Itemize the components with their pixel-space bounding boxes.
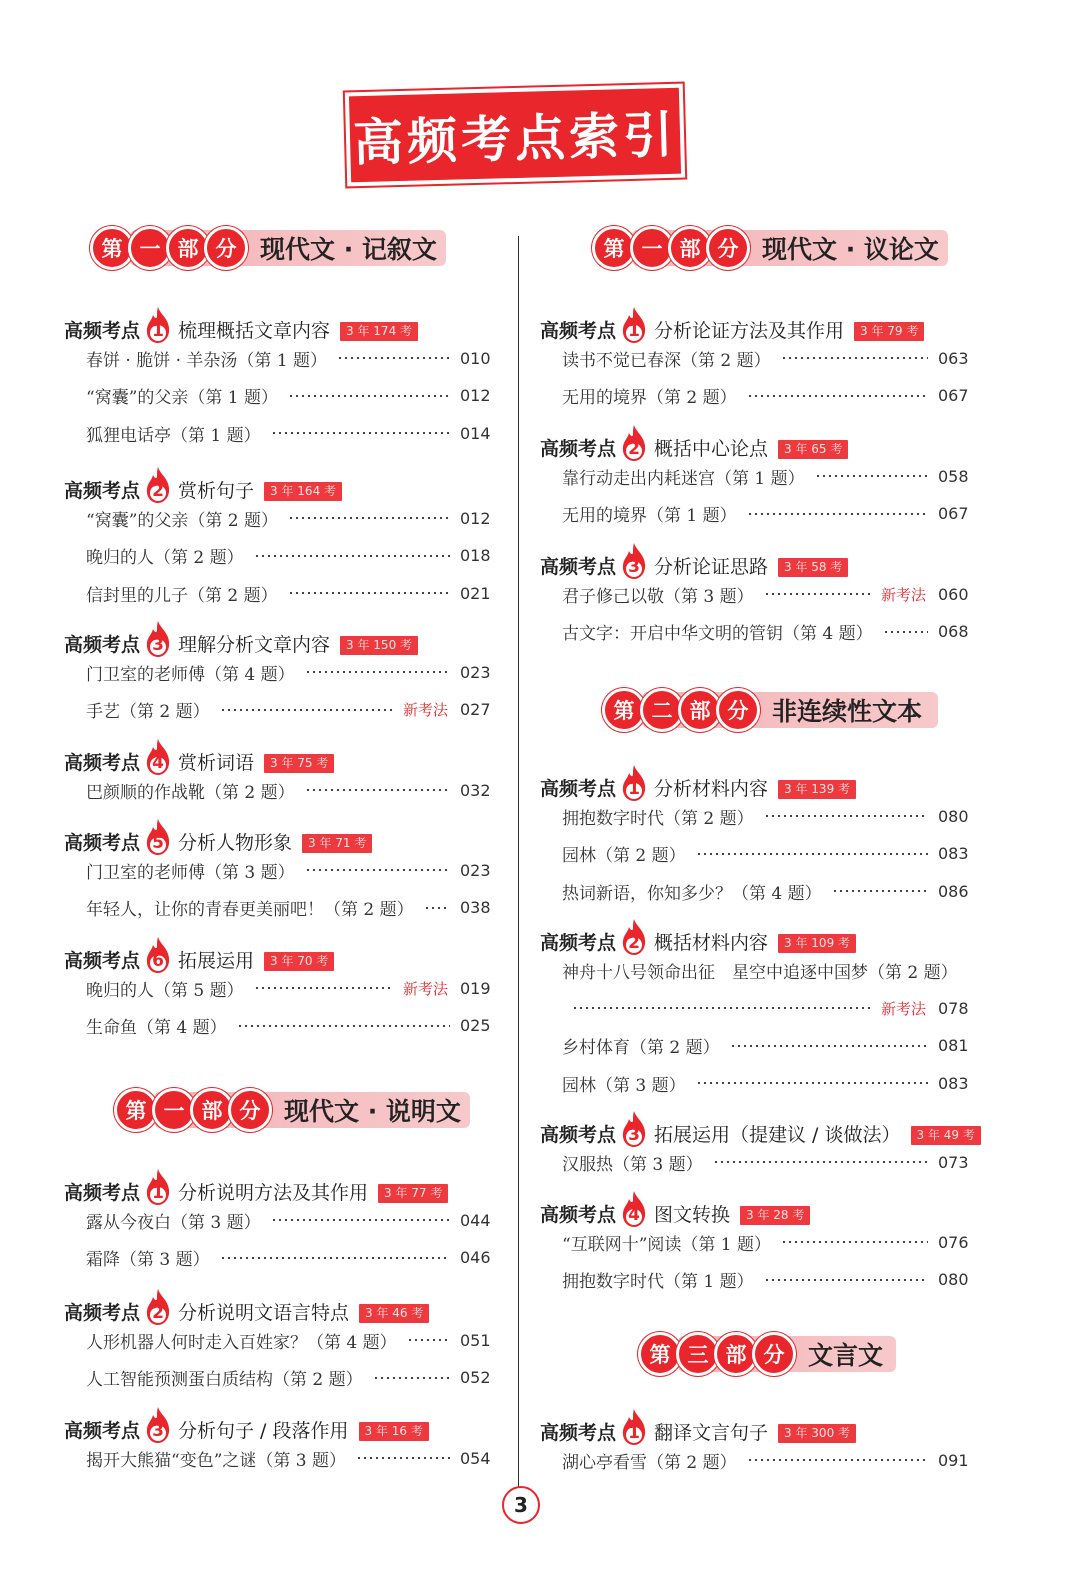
entry-page: 080: [938, 1270, 969, 1289]
topic-title: 分析句子 / 段落作用: [178, 1420, 349, 1442]
leader-dots: [747, 395, 928, 397]
leader-dots: [713, 1161, 928, 1163]
frequency-badge: 3 年 65 考: [778, 440, 848, 459]
index-entry[interactable]: [86, 344, 490, 372]
section-badge-char: 分: [228, 1088, 272, 1132]
topic-heading: [540, 762, 856, 802]
topic-heading: [64, 1166, 448, 1206]
index-entry[interactable]: [562, 1032, 968, 1060]
topic-number: 1: [628, 321, 640, 341]
frequency-badge: 3 年 164 考: [264, 482, 342, 501]
leader-dots: [781, 357, 928, 359]
topic-heading: [540, 1108, 981, 1148]
topic-heading: [540, 304, 924, 344]
topic-prefix: 高频考点: [64, 634, 141, 656]
topic-prefix: 高频考点: [64, 1302, 141, 1324]
frequency-badge: 3 年 58 考: [778, 558, 848, 577]
topic-number: 1: [152, 1183, 164, 1203]
entry-page: 073: [938, 1152, 969, 1172]
entry-title: 园林（第 3 题）: [562, 1075, 686, 1096]
topic-number: 3: [628, 557, 640, 577]
topic-number: 4: [152, 753, 164, 773]
topic-title: 分析论证方法及其作用: [654, 320, 845, 342]
leader-dots: [764, 1279, 928, 1281]
leader-dots: [337, 357, 450, 359]
topic-title: 分析人物形象: [178, 832, 293, 854]
page-title: 高频考点索引: [352, 104, 678, 173]
topic-number: 1: [628, 1423, 640, 1443]
section-title: 现代文 · 说明文: [284, 1097, 461, 1126]
topic-number: 1: [152, 321, 164, 341]
topic-title: 分析说明文语言特点: [178, 1302, 350, 1324]
topic-title: 分析材料内容: [654, 778, 769, 800]
index-entry-continuation: [562, 994, 968, 1022]
index-entry[interactable]: [562, 802, 968, 830]
entry-page: 044: [460, 1210, 491, 1230]
entry-title: “窝囊”的父亲（第 1 题）: [86, 388, 279, 408]
section-badge-char: 第: [602, 688, 646, 732]
topic-number: 1: [628, 779, 640, 799]
index-entry[interactable]: [86, 504, 490, 532]
entry-page: 052: [460, 1368, 491, 1387]
section-badges: [592, 226, 744, 270]
entry-title: 霜降（第 3 题）: [86, 1250, 210, 1270]
flame-icon: [144, 620, 172, 658]
topic-heading: [64, 618, 418, 658]
index-entry[interactable]: [86, 382, 490, 410]
topic-prefix: 高频考点: [540, 932, 617, 954]
entry-page: 063: [938, 348, 969, 368]
frequency-badge: 3 年 79 考: [854, 322, 924, 341]
topic-prefix: 高频考点: [540, 438, 617, 460]
leader-dots: [781, 1241, 928, 1243]
index-entry[interactable]: [562, 956, 968, 984]
entry-page: 086: [938, 881, 969, 901]
section-badge-char: 一: [630, 226, 674, 270]
topic-prefix: 高频考点: [64, 480, 141, 502]
index-entry[interactable]: [562, 618, 968, 646]
topic-prefix: 高频考点: [64, 1420, 141, 1442]
topic-heading: [64, 304, 418, 344]
new-method-tag: 新考法: [880, 999, 926, 1018]
entry-page: 067: [938, 504, 969, 523]
entry-page: 046: [460, 1248, 491, 1267]
leader-dots: [305, 671, 450, 673]
topic-heading: [64, 1286, 429, 1326]
frequency-badge: 3 年 109 考: [778, 934, 856, 953]
entry-title: 读书不觉已春深（第 2 题）: [562, 350, 771, 371]
new-method-tag: 新考法: [402, 701, 448, 719]
entry-page: 076: [938, 1232, 969, 1252]
leader-dots: [237, 1025, 450, 1027]
entry-page: 012: [460, 386, 491, 405]
topic-number: 2: [152, 1303, 164, 1323]
index-entry[interactable]: [562, 382, 968, 410]
section-header: [592, 226, 948, 270]
leader-dots: [254, 555, 450, 557]
flame-icon: [144, 1168, 172, 1206]
flame-icon: [620, 1408, 648, 1446]
entry-title: 揭开大熊猫“变色”之谜（第 3 题）: [86, 1450, 347, 1471]
section-title: 非连续性文本: [772, 697, 923, 726]
index-entry[interactable]: [86, 1206, 490, 1234]
new-method-tag: 新考法: [402, 979, 448, 998]
entry-title: 乡村体育（第 2 题）: [562, 1038, 720, 1058]
index-entry[interactable]: [86, 1244, 490, 1272]
section-header: [602, 688, 938, 732]
flame-icon: [620, 764, 648, 802]
entry-title: 神舟十八号领命出征 星空中追逐中国梦（第 2 题）: [562, 962, 958, 983]
index-entry[interactable]: [562, 1266, 968, 1294]
entry-page: 014: [460, 423, 491, 443]
topic-title: 梳理概括文章内容: [178, 320, 331, 342]
topic-heading: [540, 916, 856, 956]
entry-title: 热词新语，你知多少？（第 4 题）: [562, 883, 822, 904]
section-badge-char: 部: [190, 1088, 234, 1132]
section-badge-char: 分: [204, 226, 248, 270]
leader-dots: [288, 395, 450, 397]
leader-dots: [254, 987, 393, 989]
topic-prefix: 高频考点: [540, 320, 617, 342]
frequency-badge: 3 年 71 考: [302, 834, 372, 853]
section-badge-char: 第: [592, 226, 636, 270]
flame-icon: [620, 1190, 648, 1228]
entry-page: 091: [938, 1450, 969, 1470]
frequency-badge: 3 年 70 考: [264, 952, 334, 971]
section-header: [638, 1332, 896, 1376]
entry-page: 021: [460, 583, 491, 603]
leader-dots: [815, 475, 928, 477]
index-entry[interactable]: [562, 1228, 968, 1256]
entry-page: 083: [938, 1073, 969, 1093]
entry-title: “互联网十”阅读（第 1 题）: [562, 1234, 772, 1255]
topic-title: 理解分析文章内容: [178, 634, 331, 656]
topic-heading: [64, 816, 372, 856]
index-entry[interactable]: [86, 419, 490, 447]
entry-page: 067: [938, 386, 969, 405]
topic-number: 2: [628, 439, 640, 459]
topic-prefix: 高频考点: [540, 1422, 617, 1444]
entry-page: 032: [460, 780, 491, 800]
entry-title: 无用的境界（第 2 题）: [562, 388, 737, 408]
index-entry[interactable]: [86, 1364, 490, 1392]
leader-dots: [572, 1007, 871, 1009]
index-entry[interactable]: [86, 579, 490, 607]
index-entry[interactable]: [562, 500, 968, 528]
section-badge-char: 分: [706, 226, 750, 270]
entry-title: 拥抱数字时代（第 1 题）: [562, 1272, 754, 1292]
index-entry[interactable]: [562, 1069, 968, 1097]
entry-title: 园林（第 2 题）: [562, 846, 686, 866]
index-entry[interactable]: [86, 1326, 490, 1354]
section-badge-char: 第: [90, 226, 134, 270]
topic-prefix: 高频考点: [540, 1204, 617, 1226]
entry-page: 051: [460, 1330, 491, 1350]
section-badge-char: 第: [114, 1088, 158, 1132]
leader-dots: [730, 1045, 928, 1047]
index-entry[interactable]: [562, 877, 968, 905]
section-badge-char: 二: [640, 688, 684, 732]
frequency-badge: 3 年 174 考: [340, 322, 418, 341]
flame-icon: [144, 466, 172, 504]
entry-title: 汉服热（第 3 题）: [562, 1154, 703, 1175]
topic-title: 分析论证思路: [654, 556, 769, 578]
index-entry[interactable]: [562, 462, 968, 490]
leader-dots: [407, 1339, 450, 1341]
topic-prefix: 高频考点: [64, 1182, 141, 1204]
section-badges: [114, 1088, 266, 1132]
entry-title: 君子修己以敬（第 3 题）: [562, 586, 754, 607]
leader-dots: [764, 593, 871, 595]
entry-page: 054: [460, 1448, 491, 1468]
topic-title: 翻译文言句子: [654, 1422, 769, 1444]
entry-title: 湖心亭看雪（第 2 题）: [562, 1452, 737, 1473]
topic-heading: [540, 540, 848, 580]
index-entry[interactable]: [86, 1012, 490, 1040]
section-badge-char: 分: [716, 688, 760, 732]
index-entry[interactable]: [562, 840, 968, 868]
entry-title: 门卫室的老师傅（第 4 题）: [86, 664, 295, 685]
flame-icon: [144, 738, 172, 776]
entry-page: 060: [938, 584, 969, 604]
entry-title: 人形机器人何时走入百姓家？（第 4 题）: [86, 1332, 397, 1353]
leader-dots: [288, 592, 450, 594]
entry-title: 古文字：开启中华文明的管钥（第 4 题）: [562, 624, 873, 644]
section-badge-char: 一: [128, 226, 172, 270]
flame-icon: [620, 542, 648, 580]
flame-icon: [144, 306, 172, 344]
index-entry[interactable]: [86, 696, 490, 724]
entry-title: 晚归的人（第 2 题）: [86, 548, 244, 568]
entry-page: 018: [460, 546, 491, 565]
entry-page: 081: [938, 1036, 969, 1055]
entry-title: 露从今夜白（第 3 题）: [86, 1212, 261, 1233]
leader-dots: [305, 789, 450, 791]
flame-icon: [144, 1288, 172, 1326]
topic-prefix: 高频考点: [540, 1124, 617, 1146]
topic-prefix: 高频考点: [64, 950, 141, 972]
leader-dots: [883, 631, 928, 633]
section-header: [90, 226, 446, 270]
leader-dots: [356, 1457, 450, 1459]
leader-dots: [373, 1377, 450, 1379]
topic-number: 2: [152, 481, 164, 501]
topic-heading: [64, 464, 342, 504]
topic-title: 概括中心论点: [654, 438, 769, 460]
column-divider: [518, 236, 519, 1501]
topic-heading: [64, 934, 334, 974]
section-badge-char: 部: [714, 1332, 758, 1376]
page-number: 3: [502, 1486, 540, 1524]
entry-title: 靠行动走出内耗迷宫（第 1 题）: [562, 468, 805, 489]
section-badges: [638, 1332, 790, 1376]
leader-dots: [271, 1219, 450, 1221]
section-badges: [90, 226, 242, 270]
section-badge-char: 三: [676, 1332, 720, 1376]
entry-page: 023: [460, 860, 491, 880]
entry-title: 拥抱数字时代（第 2 题）: [562, 808, 754, 829]
entry-page: 023: [460, 662, 491, 682]
topic-heading: [540, 1188, 810, 1228]
flame-icon: [144, 936, 172, 974]
frequency-badge: 3 年 300 考: [778, 1424, 856, 1443]
topic-title: 赏析句子: [178, 480, 255, 502]
entry-page: 012: [460, 508, 491, 528]
index-entry[interactable]: [86, 894, 490, 922]
index-entry[interactable]: [86, 658, 490, 686]
flame-icon: [144, 1406, 172, 1444]
leader-dots: [288, 517, 450, 519]
index-entry[interactable]: [86, 974, 490, 1002]
entry-page: 010: [460, 348, 491, 368]
leader-dots: [832, 890, 928, 892]
topic-title: 赏析词语: [178, 752, 255, 774]
entry-title: 年轻人，让你的青春更美丽吧！（第 2 题）: [86, 900, 414, 920]
topic-title: 图文转换: [654, 1204, 731, 1226]
topic-prefix: 高频考点: [64, 320, 141, 342]
topic-title: 拓展运用: [178, 950, 255, 972]
entry-page: 068: [938, 622, 969, 641]
title-banner: [349, 88, 681, 183]
topic-prefix: 高频考点: [64, 832, 141, 854]
entry-page: 038: [460, 898, 491, 917]
flame-icon: [144, 818, 172, 856]
entry-title: 信封里的儿子（第 2 题）: [86, 585, 278, 606]
entry-page: 080: [938, 806, 969, 826]
leader-dots: [696, 853, 928, 855]
frequency-badge: 3 年 77 考: [378, 1184, 448, 1203]
section-badge-char: 分: [752, 1332, 796, 1376]
section-title: 现代文 · 记叙文: [260, 235, 437, 264]
topic-prefix: 高频考点: [64, 752, 141, 774]
flame-icon: [620, 918, 648, 956]
leader-dots: [271, 432, 450, 434]
topic-number: 4: [628, 1205, 640, 1225]
entry-title: 人工智能预测蛋白质结构（第 2 题）: [86, 1370, 363, 1390]
entry-title: 狐狸电话亭（第 1 题）: [86, 425, 261, 446]
entry-title: 生命鱼（第 4 题）: [86, 1018, 227, 1038]
index-entry[interactable]: [562, 344, 968, 372]
index-entry[interactable]: [86, 856, 490, 884]
entry-title: 手艺（第 2 题）: [86, 702, 210, 722]
frequency-badge: 3 年 139 考: [778, 780, 856, 799]
leader-dots: [747, 513, 928, 515]
leader-dots: [424, 907, 450, 909]
frequency-badge: 3 年 16 考: [359, 1422, 429, 1441]
topic-prefix: 高频考点: [540, 556, 617, 578]
leader-dots: [220, 1257, 450, 1259]
flame-icon: [620, 424, 648, 462]
entry-title: 巴颜顺的作战靴（第 2 题）: [86, 782, 295, 803]
topic-number: 2: [628, 933, 640, 953]
flame-icon: [620, 306, 648, 344]
entry-page: 058: [938, 466, 969, 486]
leader-dots: [747, 1459, 928, 1461]
topic-number: 3: [152, 635, 164, 655]
index-entry[interactable]: [562, 580, 968, 608]
section-title: 现代文 · 议论文: [762, 235, 939, 264]
topic-heading: [64, 1404, 429, 1444]
topic-title: 分析说明方法及其作用: [178, 1182, 369, 1204]
section-badges: [602, 688, 754, 732]
entry-title: 无用的境界（第 1 题）: [562, 506, 737, 526]
topic-number: 5: [152, 833, 164, 853]
frequency-badge: 3 年 28 考: [740, 1206, 810, 1225]
index-entry[interactable]: [86, 776, 490, 804]
frequency-badge: 3 年 46 考: [359, 1304, 429, 1323]
entry-page: 078: [938, 998, 969, 1018]
topic-heading: [540, 1406, 856, 1446]
entry-title: “窝囊”的父亲（第 2 题）: [86, 510, 279, 531]
section-title: 文言文: [808, 1341, 884, 1370]
entry-title: 门卫室的老师傅（第 3 题）: [86, 862, 295, 883]
section-badge-char: 部: [668, 226, 712, 270]
leader-dots: [305, 869, 450, 871]
entry-page: 019: [460, 978, 491, 998]
frequency-badge: 3 年 75 考: [264, 754, 334, 773]
index-entry[interactable]: [86, 542, 490, 570]
leader-dots: [220, 709, 393, 711]
section-header: [114, 1088, 470, 1132]
topic-heading: [540, 422, 848, 462]
entry-title: 春饼 · 脆饼 · 羊杂汤（第 1 题）: [86, 350, 328, 371]
topic-prefix: 高频考点: [540, 778, 617, 800]
topic-number: 3: [152, 1421, 164, 1441]
section-badge-char: 第: [638, 1332, 682, 1376]
section-badge-char: 部: [678, 688, 722, 732]
index-entry[interactable]: [562, 1446, 968, 1474]
frequency-badge: 3 年 150 考: [340, 636, 418, 655]
leader-dots: [764, 815, 928, 817]
entry-page: 083: [938, 844, 969, 863]
entry-page: 027: [460, 700, 491, 719]
topic-title: 拓展运用（提建议 / 谈做法）: [654, 1124, 901, 1146]
topic-number: 6: [152, 951, 164, 971]
entry-title: 晚归的人（第 5 题）: [86, 980, 244, 1001]
entry-page: 025: [460, 1016, 491, 1035]
flame-icon: [620, 1110, 648, 1148]
topic-title: 概括材料内容: [654, 932, 769, 954]
topic-number: 3: [628, 1125, 640, 1145]
index-entry[interactable]: [562, 1148, 968, 1176]
index-entry[interactable]: [86, 1444, 490, 1472]
section-badge-char: 一: [152, 1088, 196, 1132]
section-badge-char: 部: [166, 226, 210, 270]
leader-dots: [696, 1082, 928, 1084]
topic-heading: [64, 736, 334, 776]
new-method-tag: 新考法: [880, 585, 926, 604]
frequency-badge: 3 年 49 考: [911, 1126, 981, 1145]
